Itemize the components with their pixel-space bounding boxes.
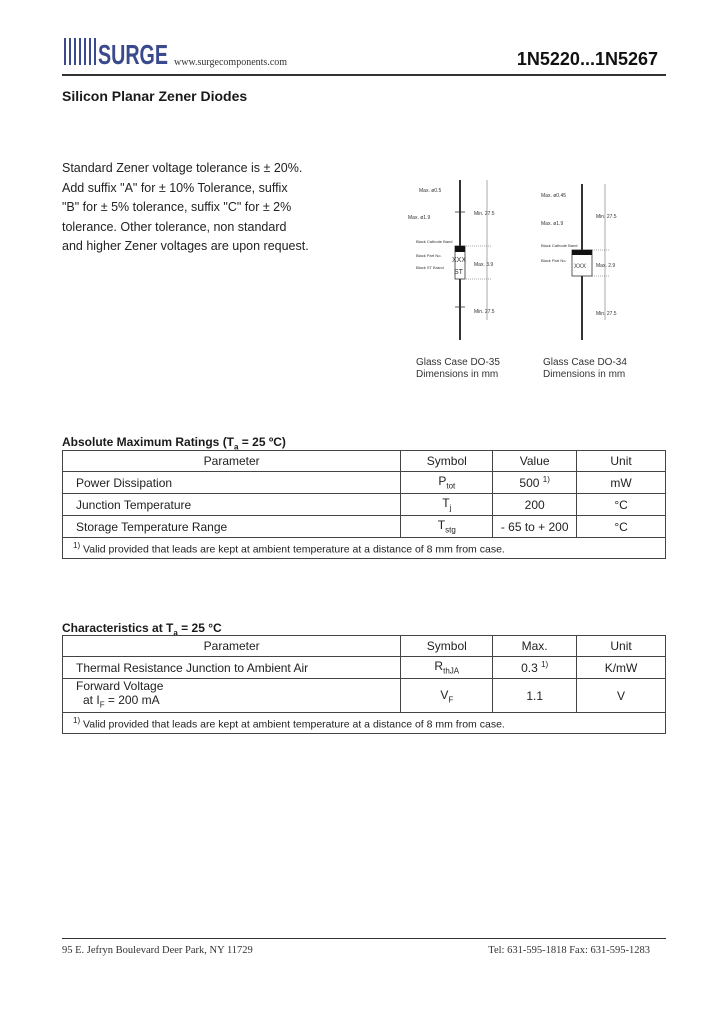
do34-caption: Glass Case DO-34 Dimensions in mm <box>543 357 627 380</box>
package-diagrams <box>400 170 640 380</box>
do34-part-label: Black Part No. <box>541 258 567 263</box>
intro-line: Standard Zener voltage tolerance is ± 20%. <box>62 161 303 175</box>
do35-body-len: Max. 3.9 <box>474 262 494 268</box>
do35-body-code: XXX <box>452 257 467 264</box>
abs-max-title: Absolute Maximum Ratings ($T_a = 25$ ºC) <box>62 435 286 452</box>
website-url: www.surgecomponents.com <box>174 57 288 68</box>
footer-address: 95 E. Jefryn Boulevard Deer Park, NY 11729 <box>62 945 253 956</box>
table-header-row: Parameter Symbol Max. Unit <box>63 636 666 657</box>
characteristics-title: Characteristics at $T_a = 25$ °C <box>62 621 222 638</box>
intro-line: tolerance. Other tolerance, non standard <box>62 219 287 234</box>
do34-body-len: Max. 2.9 <box>596 263 616 269</box>
table-row: Junction Temperature $T_j$ 200 °C <box>63 494 666 516</box>
header-rule <box>62 74 666 76</box>
do34-band-label: Black Cathode Band <box>541 243 578 248</box>
do34-diagram <box>541 184 617 340</box>
do34-body-code: XXX <box>574 264 587 270</box>
do35-band-label: Black Cathode Band <box>416 239 453 244</box>
do35-lead-dia: Max. ø0.5 <box>419 188 442 194</box>
do35-body-brand: ST <box>454 269 463 276</box>
footer-phone: Tel: 631-595-1818 Fax: 631-595-1283 <box>488 945 650 956</box>
characteristics-table <box>62 635 666 734</box>
abs-max-table <box>62 450 666 559</box>
footer-rule <box>62 938 666 939</box>
surge-logo <box>64 34 174 68</box>
tolerance-description <box>62 159 312 257</box>
do35-logo-label: Black ST Brand <box>416 265 444 270</box>
do35-lead-bottom: Min. 27.5 <box>474 309 495 315</box>
do34-lead-dia: Max. ø0.45 <box>541 193 567 199</box>
do34-lead-bottom: Min. 27.5 <box>596 311 617 317</box>
part-number: 1N5220...1N5267 <box>516 49 658 69</box>
do34-lead-top: Min. 27.5 <box>596 214 617 220</box>
do34-body-dia: Max. ø1.9 <box>541 221 564 227</box>
table-footnote-row: $^{1)}$ Valid provided that leads are kept at ambient temperature at a distance of 8 mm from case. <box>63 538 666 559</box>
do35-diagram <box>408 180 495 340</box>
document-title: Silicon Planar Zener Diodes <box>62 88 248 104</box>
logo-text: SURGE <box>98 39 168 70</box>
table-row: Forward Voltage at $I_F = 200$ mA $V_F$ 1.1 V <box>63 679 666 713</box>
intro-line: and higher Zener voltages are upon request. <box>62 239 309 253</box>
do35-part-label: Black Part No. <box>416 253 442 258</box>
intro-line: Add suffix "A" for ± 10% Tolerance, suffix <box>62 180 288 195</box>
do35-caption: Glass Case DO-35 Dimensions in mm <box>416 357 500 380</box>
intro-line: "B" for ± 5% tolerance, suffix "C" for ± 2% <box>62 200 292 214</box>
table-footnote-row: $^{1)}$ Valid provided that leads are kept at ambient temperature at a distance of 8 mm from case. <box>63 713 666 734</box>
table-row: Storage Temperature Range $T_{stg}$ - 65 to + 200 °C <box>63 516 666 538</box>
table-row: Power Dissipation $P_{tot}$ 500 $^{1)}$ mW <box>63 472 666 494</box>
table-header-row: Parameter Symbol Value Unit <box>63 451 666 472</box>
table-row: Thermal Resistance Junction to Ambient Air $R_{thJA}$ 0.3 $^{1)}$ K/mW <box>63 657 666 679</box>
do35-lead-top: Min. 27.5 <box>474 211 495 217</box>
do35-body-dia: Max. ø1.9 <box>408 215 431 221</box>
